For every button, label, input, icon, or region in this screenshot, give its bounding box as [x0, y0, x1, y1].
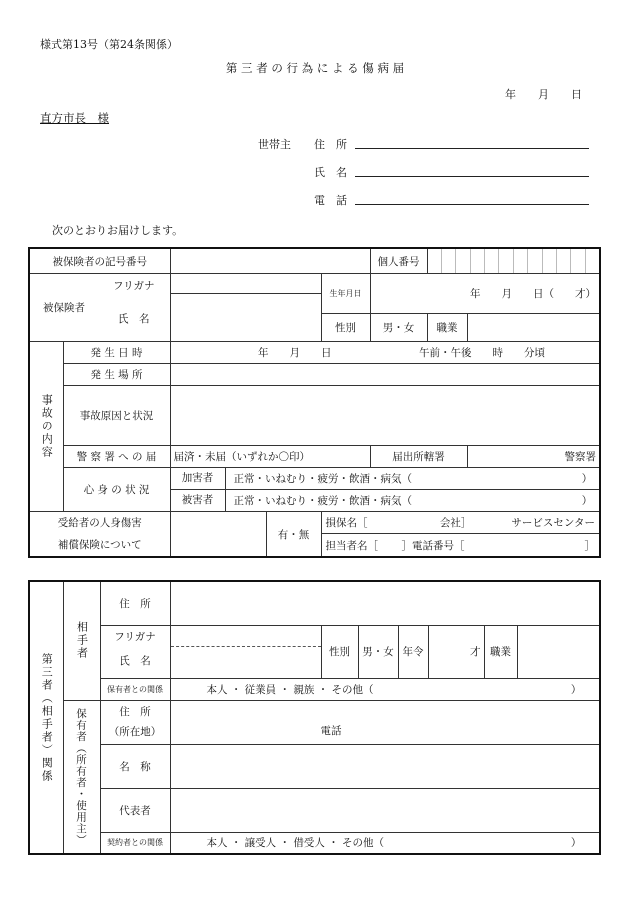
cause-status-label: 事故原因と状況	[63, 386, 170, 446]
owner-phone-label: 電話	[320, 724, 342, 737]
owner-address-label-cell	[100, 700, 170, 744]
third-party-table	[28, 580, 601, 855]
relation-to-contractor-label: 契約者との関係	[100, 832, 170, 854]
occurrence-place-label: 発 生 場 所	[63, 364, 170, 386]
insurer-name-label: 損保名［	[325, 517, 368, 530]
report-status[interactable]: 届済・未届（いずれか〇印）	[170, 446, 370, 468]
contractor-relation-options[interactable]: 本人 ・ 譲受人 ・ 借受人 ・ その他（	[206, 837, 385, 850]
owner-label: 保有者（所有者・使用主）	[75, 707, 87, 846]
time-value: 午前・午後 時 分頃	[419, 347, 545, 359]
intro-text: 次のとおりお届けします。	[52, 224, 184, 237]
close-paren: ）	[570, 837, 582, 850]
birth-date-label: 生年月日	[321, 274, 370, 314]
furigana-label: フリガナ	[114, 630, 156, 643]
counterparty-address-field[interactable]	[170, 581, 600, 625]
individual-number-label: 個人番号	[370, 248, 427, 274]
phone-number-label: ］電話番号［	[401, 539, 465, 552]
contact-row	[321, 534, 600, 557]
birth-date-field[interactable]: 年 月 日（ 才）	[370, 274, 600, 314]
occurrence-datetime-label: 発 生 日 時	[63, 342, 170, 364]
gender-label: 性別	[321, 625, 358, 678]
representative-field[interactable]	[170, 788, 600, 832]
accident-report-table	[28, 247, 601, 558]
phone-field[interactable]	[355, 204, 589, 205]
household-head-label: 世帯主	[258, 138, 291, 151]
occupation-field[interactable]	[467, 314, 600, 342]
victim-label: 被害者	[171, 490, 226, 511]
occurrence-place-field[interactable]	[170, 364, 600, 386]
name-label: 氏 名	[118, 313, 150, 325]
name-field[interactable]	[355, 176, 589, 177]
accident-details-label: 事故の内容	[40, 394, 54, 459]
cause-status-field[interactable]	[170, 386, 600, 446]
counterparty-name-label-cell	[100, 625, 170, 678]
close-paren: ）	[581, 495, 593, 507]
jurisdiction-label: 届出所轄署	[370, 446, 467, 468]
contractor-relation-field[interactable]	[170, 832, 600, 854]
occupation-label: 職業	[427, 314, 467, 342]
owner-address-field[interactable]	[170, 700, 600, 744]
relation-to-owner-label: 保有者との関係	[100, 678, 170, 700]
compensation-insurance-label-cell	[29, 512, 170, 558]
victim-row	[170, 490, 600, 512]
close-bracket: ］	[584, 539, 595, 552]
insured-symbol-number-label: 被保険者の記号番号	[29, 248, 170, 274]
owner-label-cell	[63, 700, 100, 854]
furigana-label: フリガナ	[113, 280, 155, 292]
phone-label: 電 話	[314, 194, 347, 207]
owner-address-label: 住 所	[119, 706, 151, 718]
yes-no-options[interactable]: 有・無	[266, 512, 321, 556]
name-label: 氏 名	[119, 654, 151, 667]
owner-relation-options[interactable]: 本人 ・ 従業員 ・ 親族 ・ その他（	[206, 683, 374, 696]
close-paren: ）	[581, 473, 593, 485]
contact-person-label: 担当者名［	[325, 539, 378, 552]
representative-label: 代表者	[100, 788, 170, 832]
address-field[interactable]	[355, 148, 589, 149]
perpetrator-row	[170, 468, 600, 490]
address-label: 住 所	[314, 138, 347, 151]
physical-mental-label: 心 身 の 状 況	[63, 468, 170, 512]
insured-symbol-number-field[interactable]	[170, 248, 370, 274]
title-name-label: 名 称	[100, 744, 170, 788]
gender-label: 性別	[321, 314, 370, 342]
third-party-label: 第三者（相手者）関係	[40, 652, 54, 783]
owner-location-label: （所在地）	[108, 726, 162, 738]
counterparty-name-field[interactable]	[170, 625, 321, 678]
yes-no-cell	[170, 512, 321, 558]
victim-condition[interactable]: 正常・いねむり・疲労・飲酒・病気（	[233, 495, 412, 507]
police-report-label: 警 察 署 へ の 届	[63, 446, 170, 468]
perpetrator-condition[interactable]: 正常・いねむり・疲労・飲酒・病気（	[233, 473, 412, 485]
title-name-field[interactable]	[170, 744, 600, 788]
date-fields[interactable]: 年 月 日	[505, 88, 582, 101]
insured-person-label: 被保険者	[43, 302, 85, 314]
counterparty-address-label: 住 所	[100, 581, 170, 625]
perpetrator-label: 加害者	[171, 468, 226, 489]
gender-options[interactable]: 男・女	[370, 314, 427, 342]
addressee: 直方市長 様	[40, 111, 109, 125]
insured-name-field[interactable]	[170, 294, 321, 342]
owner-relation-field[interactable]	[170, 678, 600, 700]
individual-number-field[interactable]	[427, 248, 600, 274]
gender-options[interactable]: 男・女	[358, 625, 398, 678]
name-label: 氏 名	[314, 166, 347, 179]
insurer-row	[321, 512, 600, 534]
police-station-field[interactable]: 警察署	[467, 446, 600, 468]
occupation-field[interactable]	[517, 625, 600, 678]
accident-details-label-cell	[29, 342, 63, 512]
page-title: 第 三 者 の 行 為 に よ る 傷 病 届	[225, 61, 405, 75]
form-number: 様式第13号（第24条関係）	[40, 38, 178, 51]
insured-person-block	[29, 274, 170, 342]
occurrence-datetime-field[interactable]	[170, 342, 600, 364]
counterparty-label-cell	[63, 581, 100, 700]
third-party-label-cell	[29, 581, 63, 854]
age-field[interactable]: 才	[428, 625, 484, 678]
counterparty-label: 相手者	[75, 621, 89, 661]
close-paren: ）	[570, 683, 582, 696]
service-center-label: サービスセンター	[511, 517, 595, 530]
occupation-label: 職業	[484, 625, 517, 678]
furigana-field[interactable]	[170, 274, 321, 294]
beneficiary-insurance-label: 受給者の人身傷害	[57, 517, 142, 529]
date-value: 年 月 日	[258, 347, 332, 359]
compensation-insurance-label: 補償保険について	[57, 539, 142, 551]
company-label: 会社］	[439, 517, 472, 530]
age-label: 年令	[398, 625, 428, 678]
